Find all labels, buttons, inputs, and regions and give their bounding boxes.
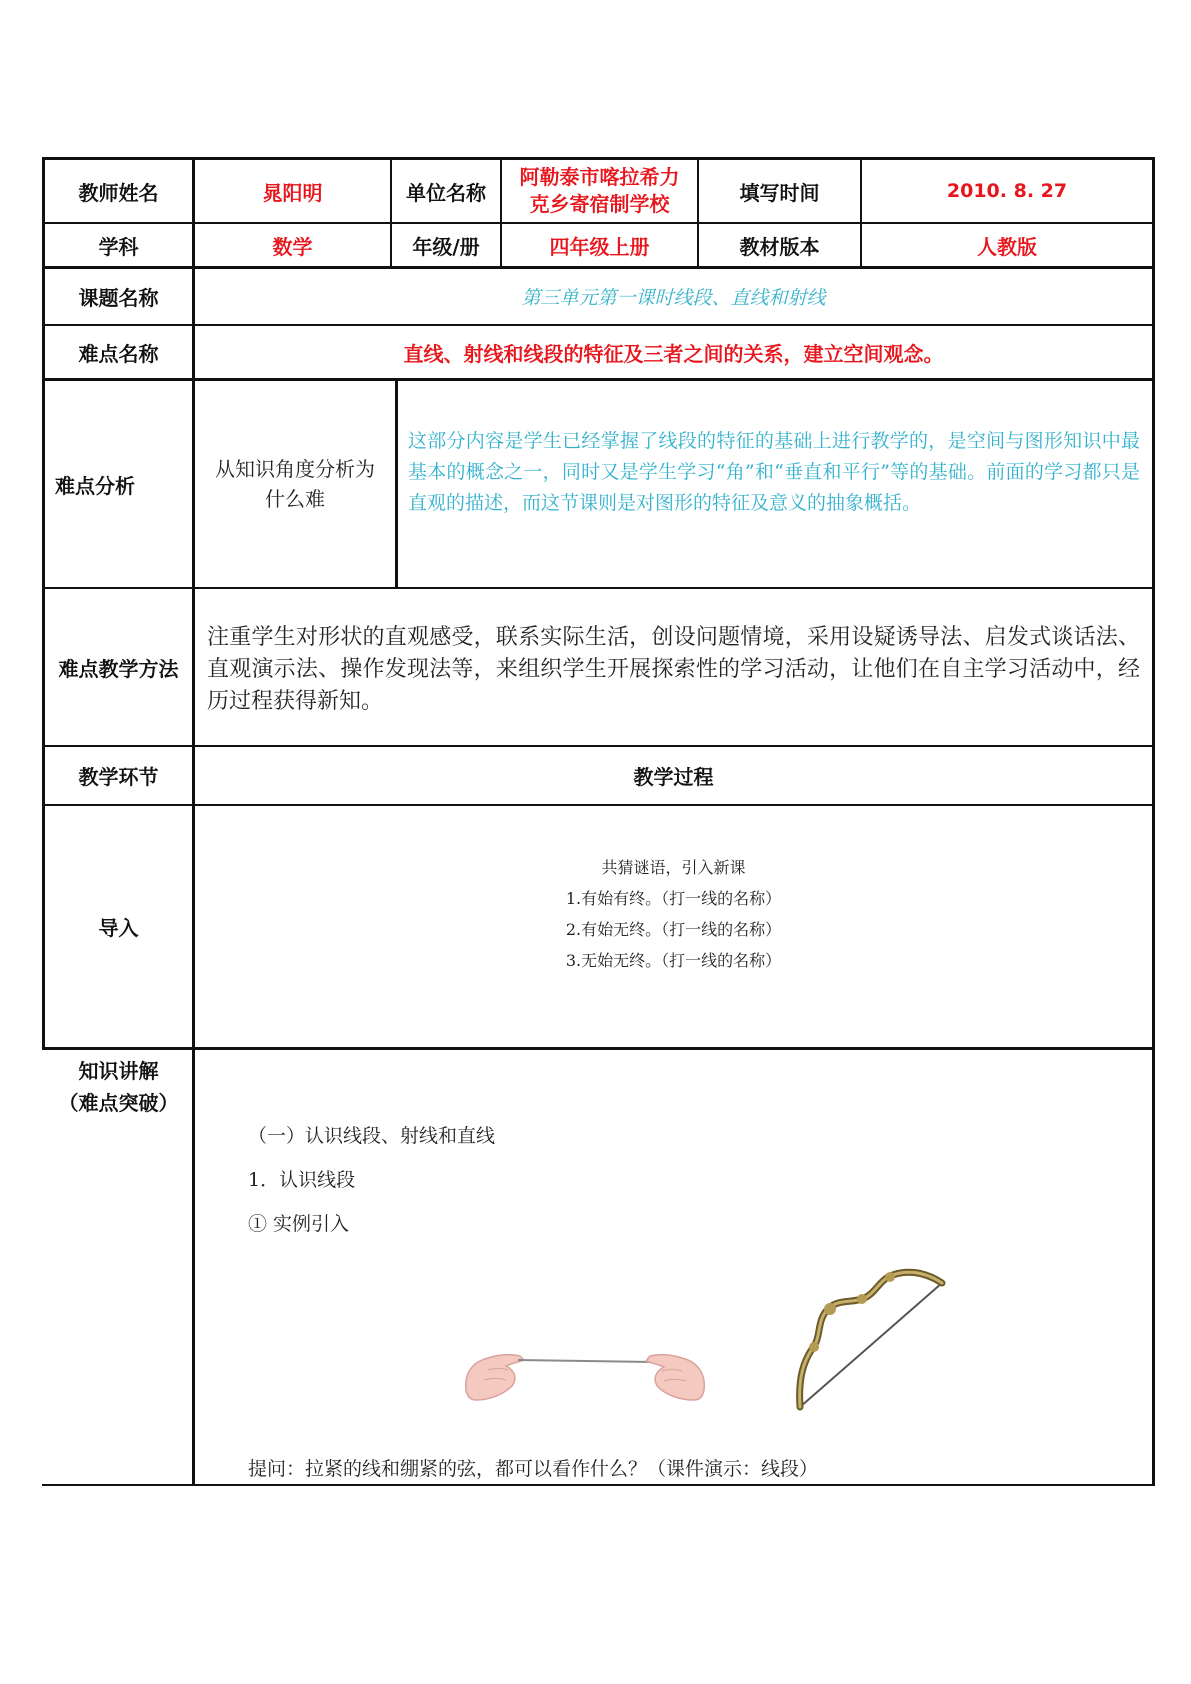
hands-pulling-string-illustration — [460, 1330, 710, 1410]
grade-label: 年级/册 — [412, 234, 480, 259]
knowledge-question: 提问：拉紧的线和绷紧的弦，都可以看作什么？（课件演示：线段） — [248, 1458, 819, 1480]
knowledge-sub-title: 1．认识线段 — [248, 1169, 356, 1191]
intro-riddle-2: 2.有始无终。（打一线的名称） — [565, 920, 782, 939]
intro-label: 导入 — [98, 916, 139, 940]
knowledge-section-title: （一）认识线段、射线和直线 — [248, 1125, 496, 1147]
knowledge-label-line1: 知识讲解 — [78, 1059, 159, 1083]
topic-value: 第三单元第一课时线段、直线和射线 — [521, 287, 826, 309]
fill-date-value: 2010. 8. 27 — [946, 180, 1068, 202]
analysis-sub-label — [195, 381, 395, 587]
analysis-text: 这部分内容是学生已经掌握了线段的特征的基础上进行教学的，是空间与图形知识中最基本的概念之一，同时又是学生学习“角”和“垂直和平行”等的基础。前面的学习都只是直观的描述，而这节课则是对图形的特征及意义的抽象概括。 — [408, 430, 1140, 514]
teacher-name-value: 晁阳明 — [262, 180, 323, 205]
analysis-label: 难点分析 — [55, 473, 135, 498]
teacher-name-label: 教师姓名 — [78, 180, 159, 205]
analysis-sub-label-line2: 什么难 — [265, 487, 325, 511]
method-text: 注重学生对形状的直观感受，联系实际生活，创设问题情境，采用设疑诱导法、启发式谈话法、直观演示法、操作发现法等，来组织学生开展探索性的学习活动，让他们在自主学习活动中，经历过程获得新知。 — [207, 625, 1140, 714]
subject-value: 数学 — [272, 234, 313, 259]
edition-value: 人教版 — [977, 234, 1037, 259]
unit-name-line1: 阿勒泰市喀拉希力 — [519, 165, 680, 189]
bow-illustration — [792, 1265, 952, 1415]
unit-name-value — [502, 160, 697, 222]
intro-riddle-heading: 共猜谜语，引入新课 — [601, 858, 746, 877]
process-step-label: 教学环节 — [78, 765, 159, 789]
intro-riddle-3: 3.无始无终。（打一线的名称） — [565, 951, 782, 970]
process-header-value: 教学过程 — [633, 765, 714, 789]
unit-name-label: 单位名称 — [406, 180, 486, 205]
fill-date-label: 填写时间 — [739, 180, 820, 205]
method-label: 难点教学方法 — [58, 656, 179, 681]
analysis-sub-label-line1: 从知识角度分析为 — [215, 457, 375, 481]
intro-riddles — [195, 852, 1152, 976]
difficulty-value: 直线、射线和线段的特征及三者之间的关系，建立空间观念。 — [403, 341, 944, 366]
topic-label: 课题名称 — [78, 286, 159, 310]
edition-label: 教材版本 — [739, 234, 820, 259]
knowledge-label-line2: （难点突破） — [58, 1091, 179, 1115]
unit-name-line2: 克乡寄宿制学校 — [529, 192, 670, 216]
knowledge-step: ① 实例引入 — [248, 1213, 350, 1235]
difficulty-label: 难点名称 — [78, 341, 159, 366]
intro-riddle-1: 1.有始有终。（打一线的名称） — [565, 889, 782, 908]
grade-value: 四年级上册 — [549, 234, 650, 259]
subject-label: 学科 — [98, 234, 139, 259]
knowledge-label — [45, 1055, 192, 1119]
